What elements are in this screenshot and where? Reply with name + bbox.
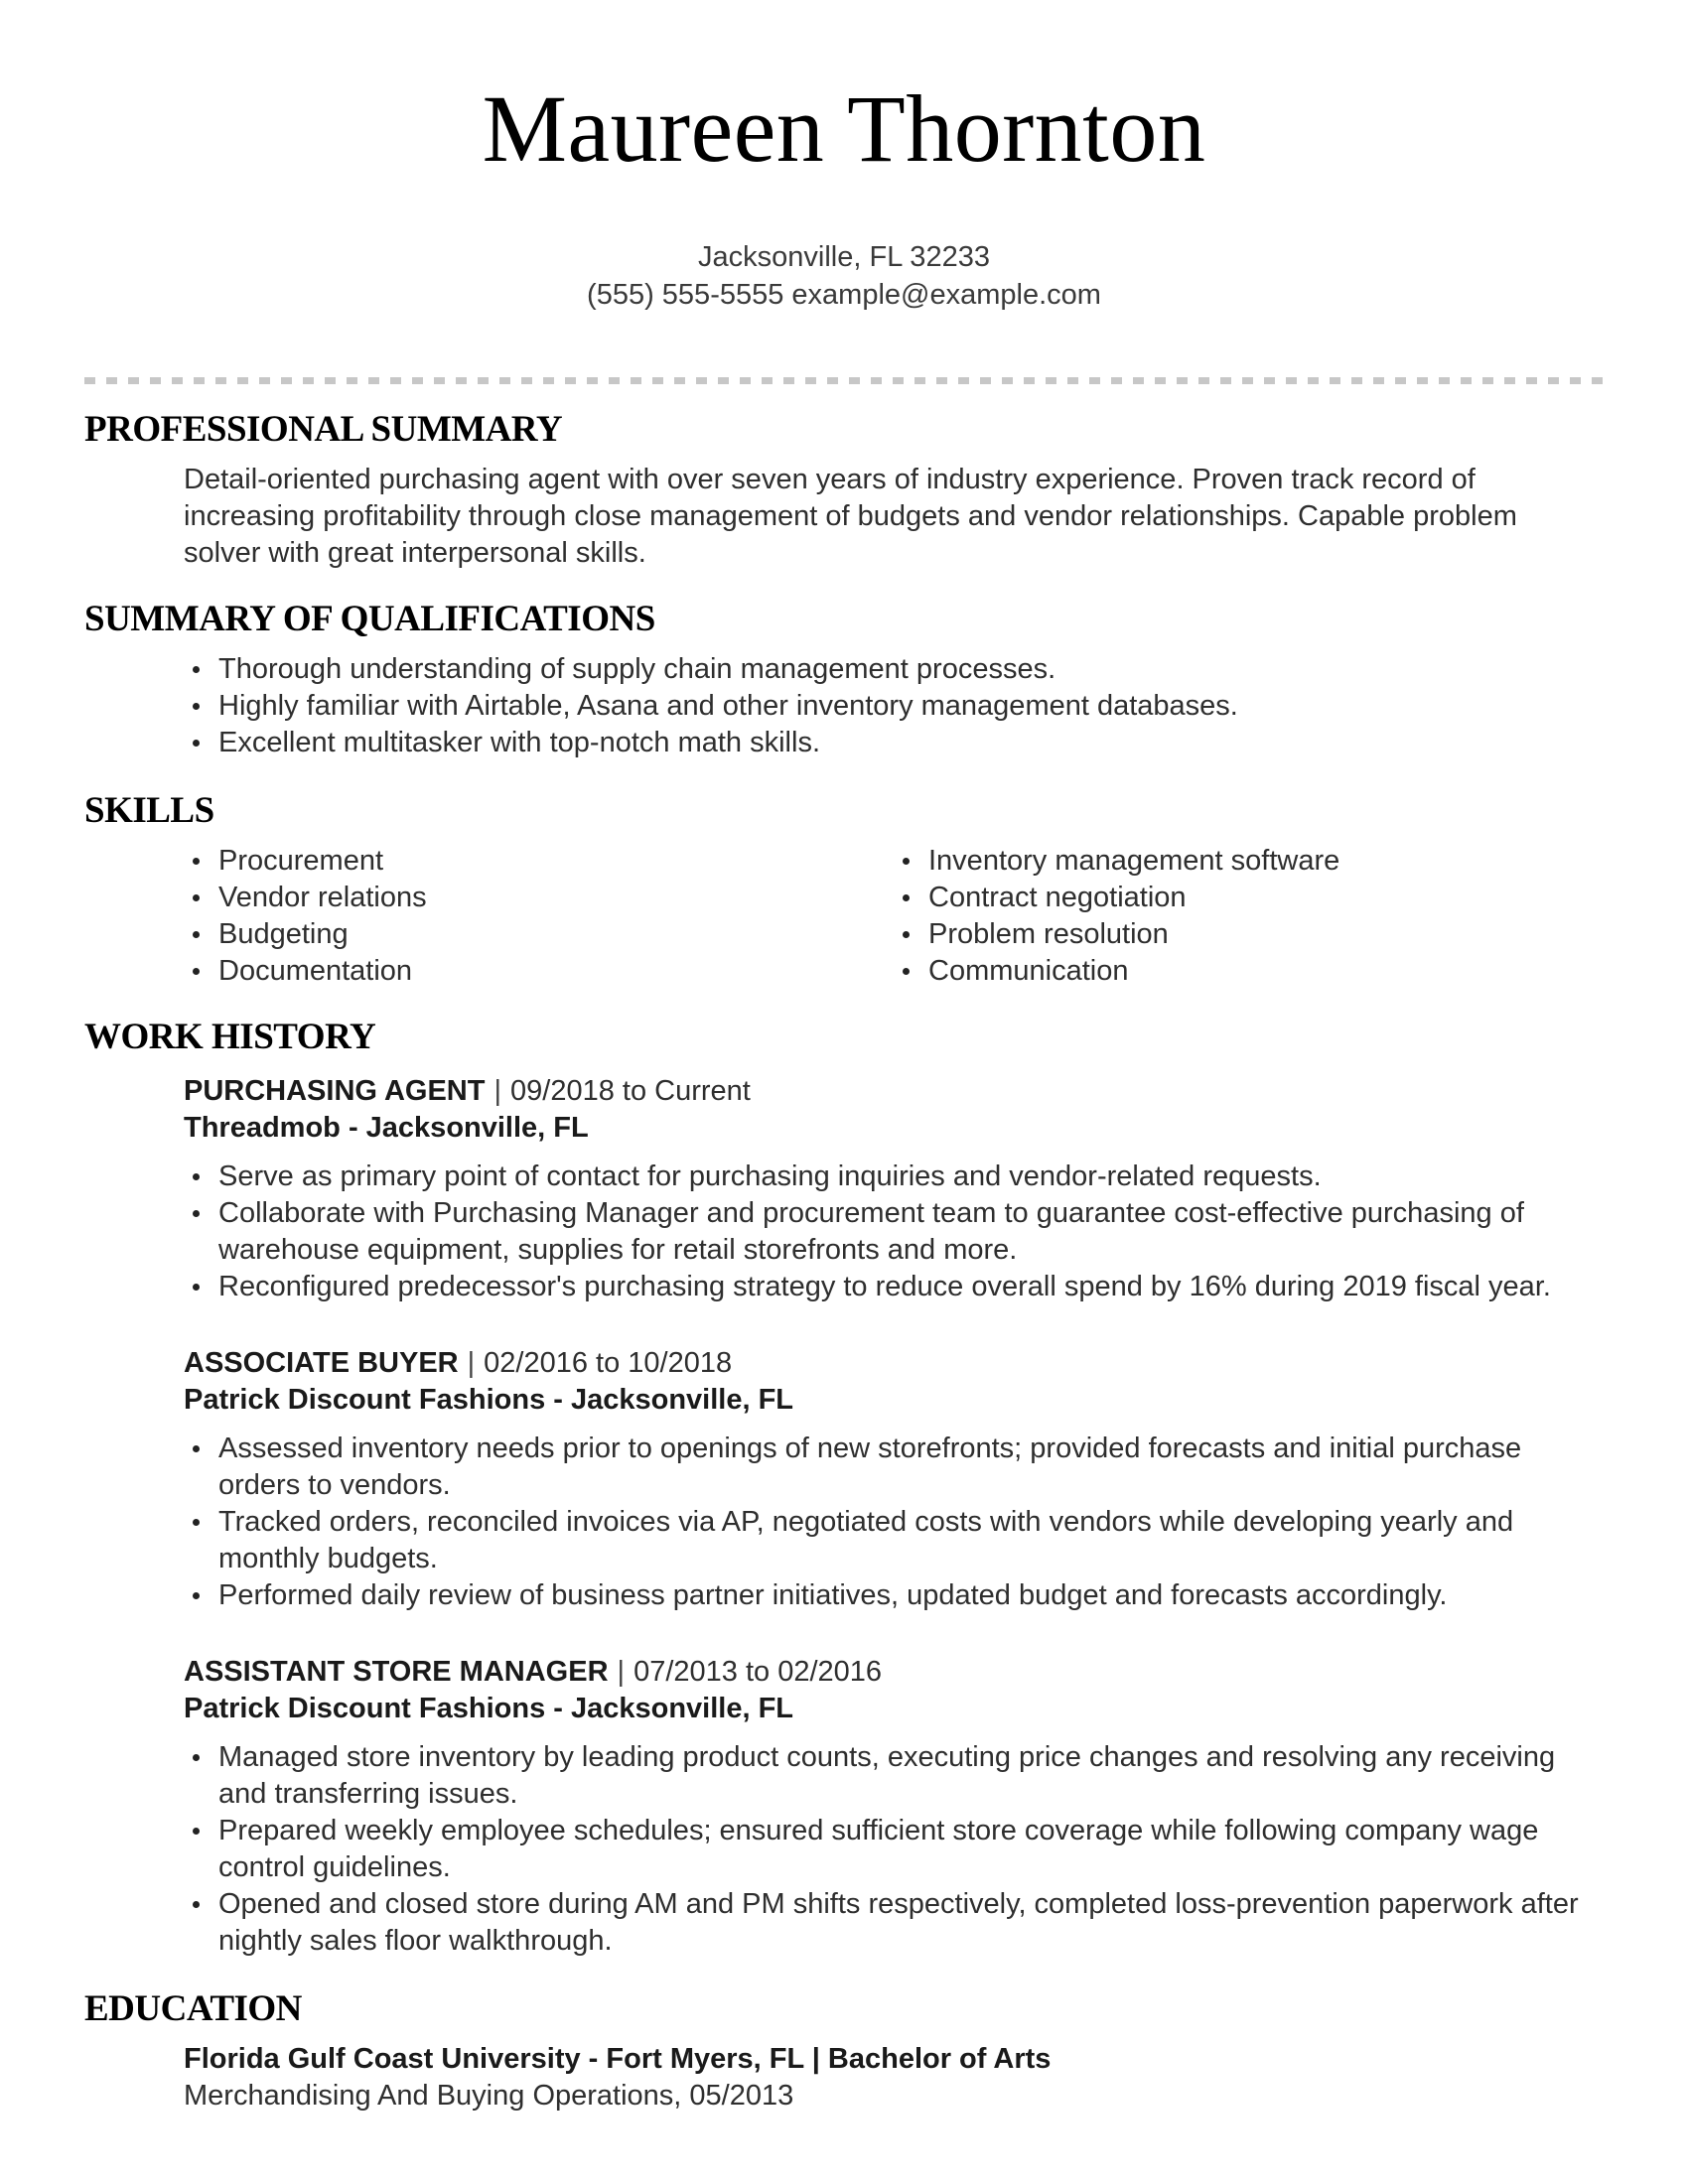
skills-list-right xyxy=(894,843,1601,990)
list-item: Budgeting xyxy=(184,916,894,953)
list-item: Assessed inventory needs prior to openings of new storefronts; provided forecasts and initial purchase orders to vendors. xyxy=(184,1431,1601,1504)
section-education xyxy=(0,1987,1688,2115)
work-history-body xyxy=(184,1073,1601,1960)
section-professional-summary xyxy=(0,408,1688,572)
professional-summary-title: PROFESSIONAL SUMMARY xyxy=(84,408,563,450)
job-dates: 07/2013 to 02/2016 xyxy=(633,1655,883,1688)
list-item: Reconfigured predecessor's purchasing strategy to reduce overall spend by 16% during 2019 fiscal year. xyxy=(184,1269,1601,1305)
list-item: Communication xyxy=(894,953,1601,990)
job-entry xyxy=(184,1073,1601,1305)
skills-body xyxy=(184,843,1601,990)
contact-location: Jacksonville, FL 32233 xyxy=(698,240,990,273)
list-item: Excellent multitasker with top-notch math skills. xyxy=(184,725,1601,761)
list-item: Thorough understanding of supply chain management processes. xyxy=(184,651,1601,688)
job-entry xyxy=(184,1345,1601,1614)
job-bullet-list xyxy=(184,1739,1601,1960)
summary-text: Detail-oriented purchasing agent with over seven years of industry experience. Proven track record of increasing profitability through close management of budgets and vendor relationships. Capable problem solver with great interpersonal skills. xyxy=(184,463,1517,569)
qualifications-title: SUMMARY OF QUALIFICATIONS xyxy=(84,598,655,639)
resume-header xyxy=(0,0,1688,314)
list-item: Prepared weekly employee schedules; ensured sufficient store coverage while following company wage control guidelines. xyxy=(184,1813,1601,1886)
job-entry xyxy=(184,1654,1601,1960)
job-company: Patrick Discount Fashions - Jacksonville, FL xyxy=(184,1692,794,1724)
job-bullet-list xyxy=(184,1159,1601,1305)
education-body xyxy=(184,2041,1601,2115)
job-title: PURCHASING AGENT xyxy=(184,1074,486,1107)
list-item: Procurement xyxy=(184,843,894,880)
job-title: ASSISTANT STORE MANAGER xyxy=(184,1655,609,1688)
section-skills xyxy=(0,789,1688,990)
job-company: Patrick Discount Fashions - Jacksonville, FL xyxy=(184,1383,794,1416)
list-item: Inventory management software xyxy=(894,843,1601,880)
education-school-line: Florida Gulf Coast University - Fort Myers, FL | Bachelor of Arts xyxy=(184,2042,1052,2075)
education-degree-line: Merchandising And Buying Operations, 05/2013 xyxy=(184,2079,794,2112)
candidate-name: Maureen Thornton xyxy=(482,75,1206,182)
qualifications-list xyxy=(184,651,1601,761)
list-item: Highly familiar with Airtable, Asana and other inventory management databases. xyxy=(184,688,1601,725)
job-title-line xyxy=(184,1345,1601,1382)
job-dates: 02/2016 to 10/2018 xyxy=(484,1346,733,1379)
skills-list-left xyxy=(184,843,894,990)
section-work-history xyxy=(0,1016,1688,1960)
job-bullet-list xyxy=(184,1431,1601,1614)
list-item: Performed daily review of business partner initiatives, updated budget and forecasts accordingly. xyxy=(184,1577,1601,1614)
pipe-separator: | xyxy=(493,1074,501,1107)
contact-block xyxy=(0,238,1688,314)
list-item: Opened and closed store during AM and PM shifts respectively, completed loss-prevention paperwork after nightly sales floor walkthrough. xyxy=(184,1886,1601,1960)
job-title-line xyxy=(184,1654,1601,1691)
education-title: EDUCATION xyxy=(84,1987,302,2029)
list-item: Documentation xyxy=(184,953,894,990)
skills-title: SKILLS xyxy=(84,789,214,831)
job-title: ASSOCIATE BUYER xyxy=(184,1346,459,1379)
section-qualifications xyxy=(0,598,1688,761)
job-company: Threadmob - Jacksonville, FL xyxy=(184,1111,589,1144)
list-item: Managed store inventory by leading product counts, executing price changes and resolving any receiving and transferring issues. xyxy=(184,1739,1601,1813)
qualifications-body xyxy=(184,651,1601,761)
job-title-line xyxy=(184,1073,1601,1110)
list-item: Problem resolution xyxy=(894,916,1601,953)
pipe-separator: | xyxy=(617,1655,626,1688)
work-history-title: WORK HISTORY xyxy=(84,1016,376,1057)
list-item: Vendor relations xyxy=(184,880,894,916)
professional-summary-body xyxy=(184,462,1601,572)
contact-phone-email: (555) 555-5555 example@example.com xyxy=(587,278,1101,311)
pipe-separator: | xyxy=(467,1346,476,1379)
list-item: Tracked orders, reconciled invoices via AP, negotiated costs with vendors while developing yearly and monthly budgets. xyxy=(184,1504,1601,1577)
job-dates: 09/2018 to Current xyxy=(510,1074,751,1107)
list-item: Contract negotiation xyxy=(894,880,1601,916)
list-item: Serve as primary point of contact for purchasing inquiries and vendor-related requests. xyxy=(184,1159,1601,1195)
dashed-divider xyxy=(84,377,1604,384)
list-item: Collaborate with Purchasing Manager and procurement team to guarantee cost-effective purchasing of warehouse equipment, supplies for retail storefronts and more. xyxy=(184,1195,1601,1269)
